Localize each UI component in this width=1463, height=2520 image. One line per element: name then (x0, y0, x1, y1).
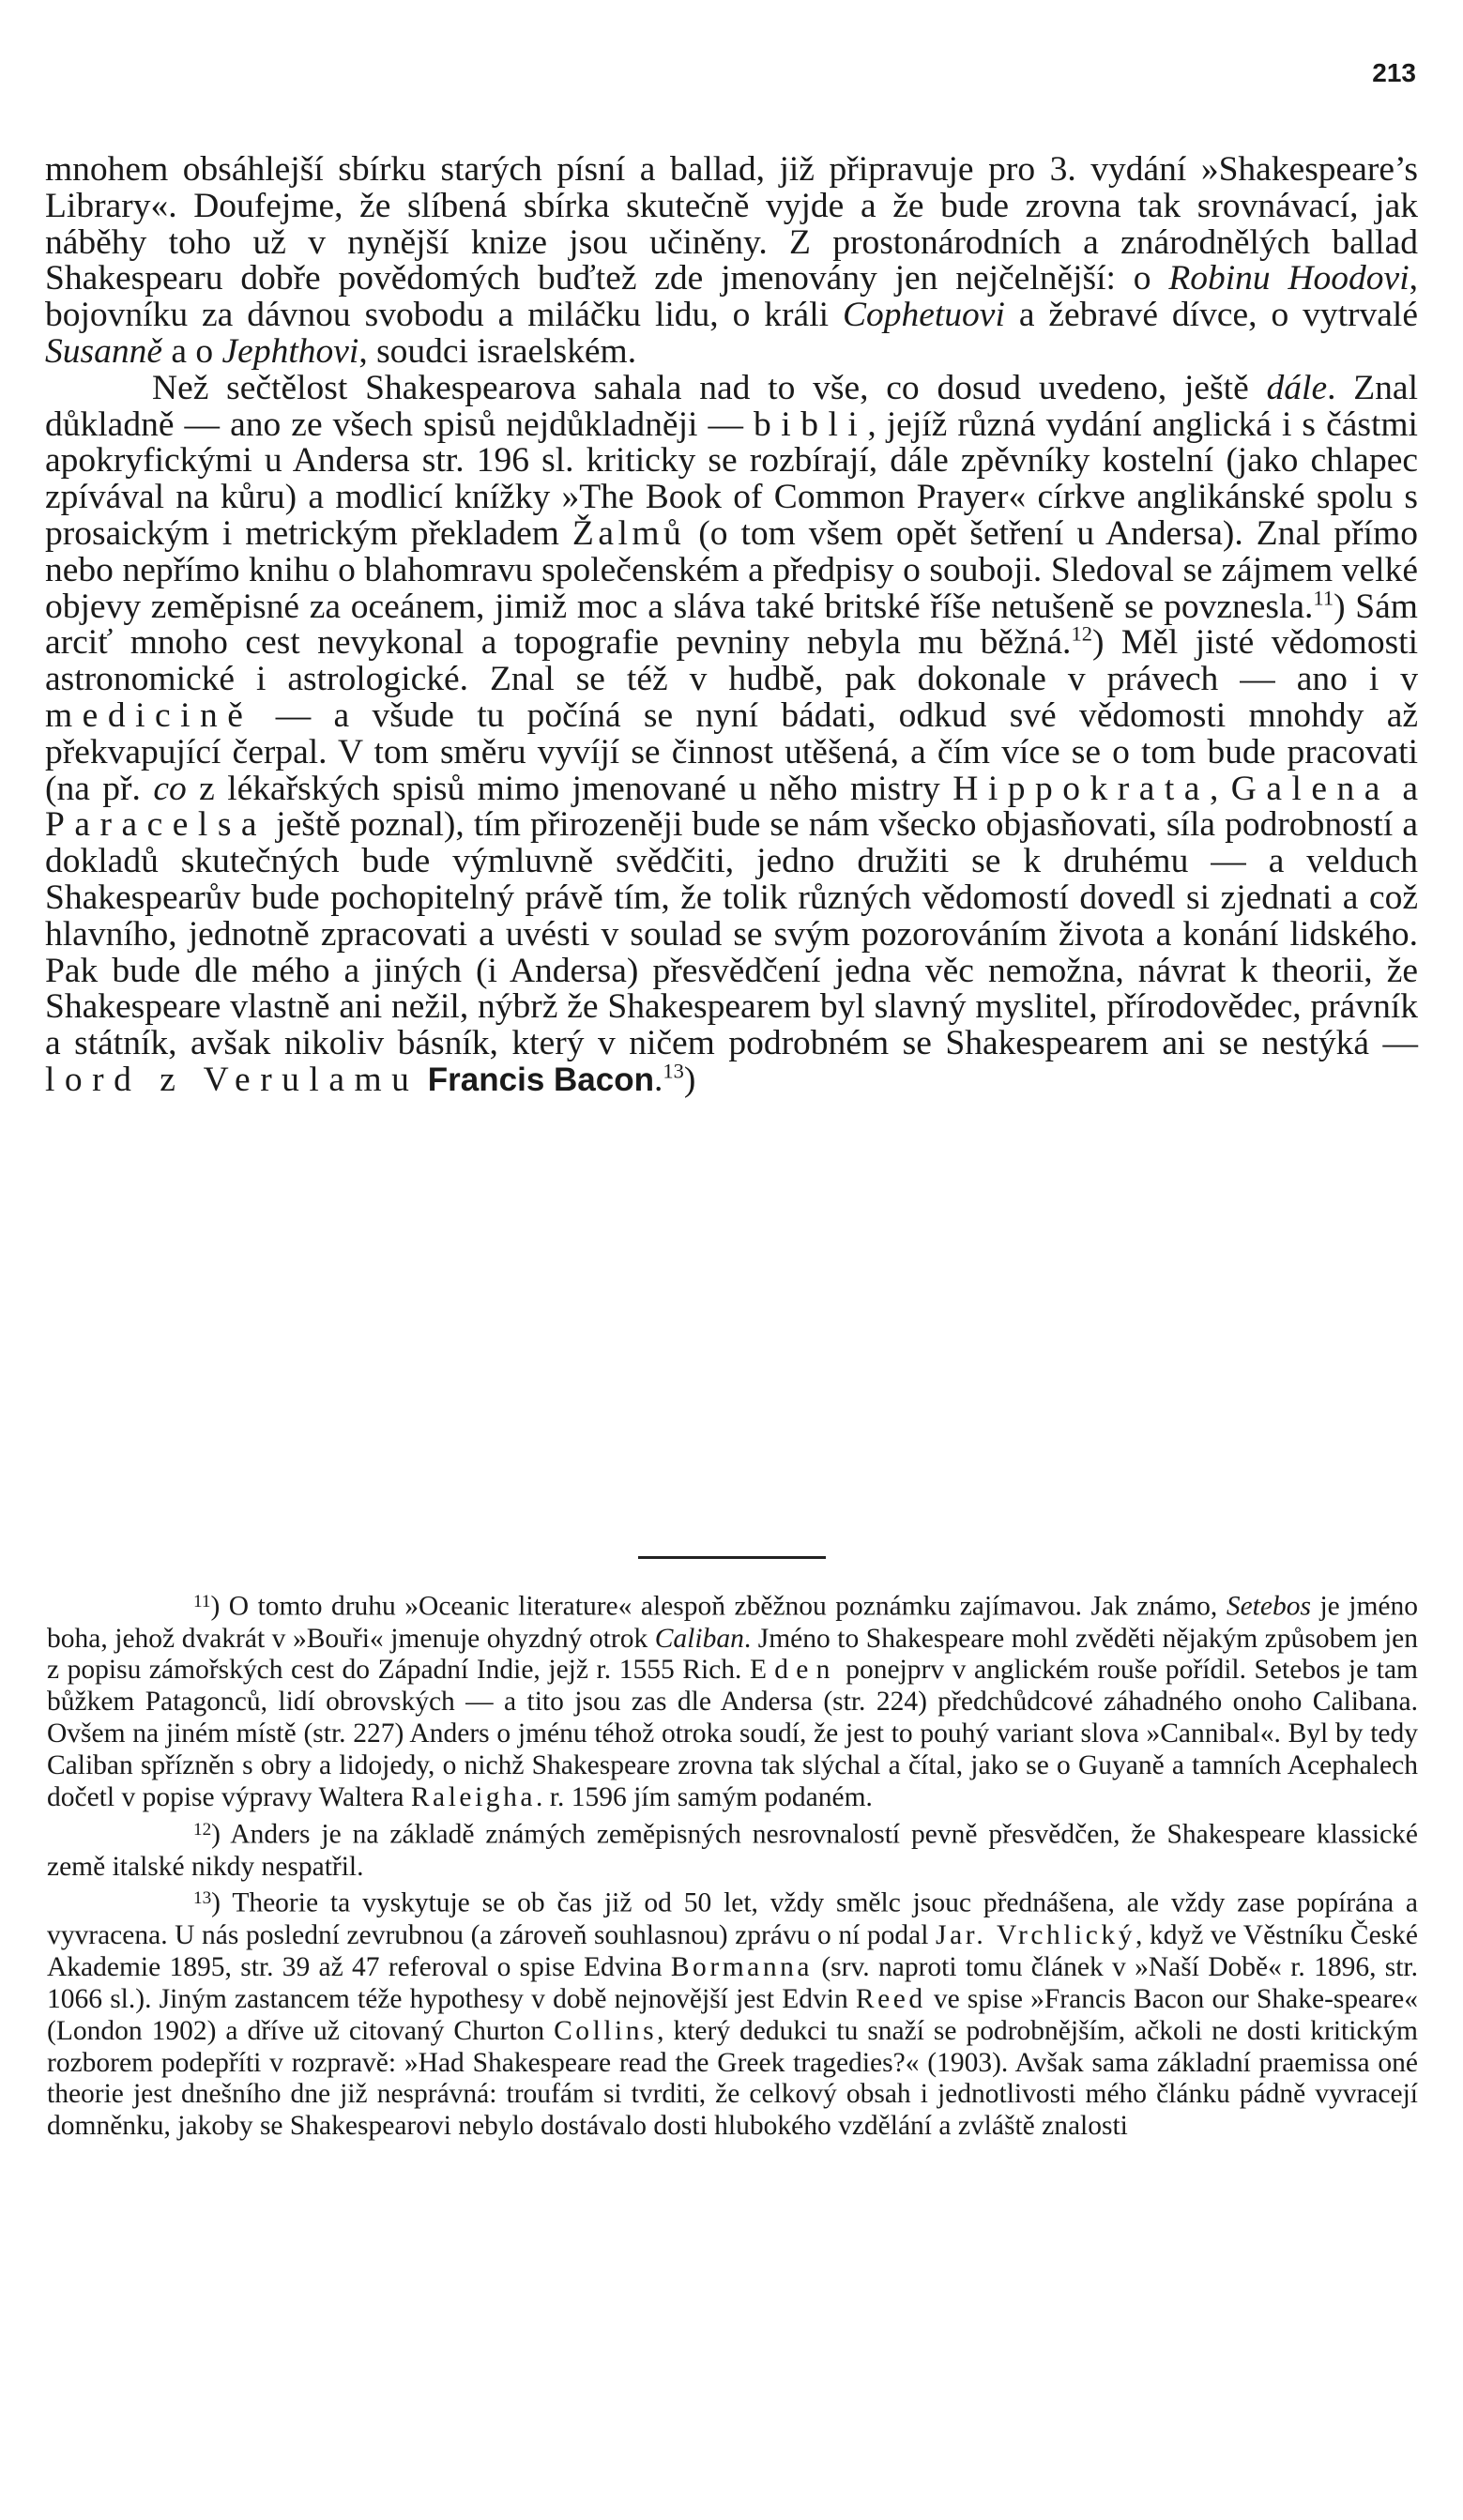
paragraph-1 (45, 152, 1418, 371)
italic-name: Jephthovi (221, 331, 359, 371)
spaced-word: Bormanna (670, 1951, 814, 1982)
text-span: ponejprv v anglickém rouše pořídil. Setebos je tam bůžkem Patagonců, lidí obrovských — a tito jsou zas dle Andersa (str. 224) předchůdcové záhadného onoho Calibana. Ovšem na jiném místě (str. 227) Anders o jménu téhož otroka soudí, že jest to pouhý variant slova »Cannibal«. Byl by tedy Caliban spřízněn s obry a lidojedy, o nichž Shakespeare zrovna tak slýchal a čítal, jako se o Guyaně a tamních Acephalech dočetl v popise výpravy Waltera (47, 1655, 1419, 1813)
text-span: , bojovníku za dávnou svobodu a miláčku lidu, o králi (45, 259, 1418, 335)
text-span: ) Měl jisté vědomosti astronomické i astrologické. Znal se též v hudbě, pak dokonale v právech — ano i v (45, 623, 1418, 699)
text-span: je jméno boha, jehož dvakrát v »Bouři« jmenuje ohyzdný otrok (47, 1591, 1419, 1654)
italic-name: Robinu Hoodovi (1168, 259, 1410, 298)
footnote-mark: 11 (193, 1592, 211, 1611)
text-span: mnohem obsáhlejší sbírku starých písní a ballad, již připravuje pro 3. vydání »Shakespeare’s Library«. Doufejme, že slíbená sbírka skutečně vyjde a že bude zrovna tak srovnávací, jak náběhy toho už v nynější knize jsou učiněny. Z prostonárodních a znárodnělých ballad Shakespearu dobře povědomých buďtež zde jmenovány jen nejčelnější: o (45, 150, 1418, 298)
footnote-13 (47, 1883, 1418, 2143)
spaced-word: Paracelsa (45, 805, 267, 845)
text-span: a žebravé dívce, o vytrvalé (1004, 296, 1418, 335)
text-span: , který dedukci tu snaží se podrobnějším, ačkoli ne dosti kritickým rozborem podepříti v rozpravě: »Had Shakespeare read the Greek tragedies?« (1903). Avšak sama základní praemissa oné theorie jest dnešního dne již nesprávná: troufám si tvrditi, že celkový obsah i jednotlivosti mého článku pádně vyvracejí domněnku, jakoby se Shakespearovi nebylo dostávalo dosti hlubokého vzdělání a zvláště znalosti (47, 2015, 1418, 2142)
main-text (45, 152, 1418, 1099)
spaced-word: Reed (855, 1983, 926, 2014)
text-span: ) Sám arciť mnoho cest nevykonal a topografie pevniny nebyla mu běžná. (45, 587, 1418, 663)
spaced-word: lord z Verulamu (45, 1060, 419, 1099)
italic-name: Cophetuovi (842, 296, 1005, 335)
text-span: . r. 1596 jím samým podaném. (536, 1782, 873, 1813)
italic-word: dále (1266, 368, 1328, 407)
spaced-word: Eden (749, 1655, 838, 1686)
italic-name: Caliban (654, 1623, 744, 1654)
text-span: a o (162, 331, 222, 371)
spaced-word: Galena (1230, 769, 1390, 808)
text-span: ) Anders je na základě známých zeměpisných nesrovnalostí pevně přesvědčen, že Shakespeare klassické země italské nikdy nespatřil. (47, 1819, 1418, 1882)
text-span: , soudci israelském. (358, 331, 637, 371)
footnote-divider (638, 1556, 826, 1559)
text-span: , když ve Věstníku České Akademie 1895, str. 39 až 47 referoval o spise Edvina (47, 1919, 1418, 1982)
text-span: . Jméno to Shakespeare mohl zvěděti nějakým způsobem jen z popisu zámořských cest do Západní Indie, jejž r. 1555 Rich. (47, 1623, 1418, 1686)
paragraph-2 (45, 368, 1418, 1099)
footnote-mark: 13 (193, 1888, 212, 1909)
footnote-11 (47, 1586, 1418, 1814)
italic-name: Setebos (1226, 1591, 1311, 1622)
text-span: ještě poznal), tím přirozeněji bude se nám všecko objasňovati, síla podrobností a dokladů skutečných bude výmluvně svědčiti, jedno družiti se k druhému — a velduch Shakespearův bude pochopitelný právě tím, že tolik různých vědomostí dovedl si zjednati a což hlavního, jednotně zpracovati a uvésti v soulad se svým pozorováním života a konání lidského. Pak bude dle mého a jiných (i Andersa) přesvědčení jedna věc nemožna, návrat k theorii, že Shakespeare vlastně ani nežil, nýbrž že Shakespearem byl slavný myslitel, přírodovědec, právník a státník, avšak nikoliv básník, který v ničem podrobném se Shakespearem ani se nestýká — (45, 805, 1418, 1063)
spaced-word: Collins (554, 2015, 658, 2046)
footnote-mark: 12 (193, 1819, 212, 1840)
page-number: 213 (1372, 58, 1416, 87)
text-span: ) O tomto druhu »Oceanic literature« alespoň zběžnou poznámku zajímavou. Jak známo, (210, 1591, 1227, 1622)
text-span: . (654, 1060, 663, 1099)
spaced-word: Raleigha (410, 1782, 537, 1813)
text-span: (o tom všem opět šetření u Andersa). Znal přímo nebo nepřímo knihu o blahomravu společenském a předpisy o souboji. Sledoval se zájmem velké objevy zeměpisné za oceánem, jimiž moc a sláva také britské říše netušeně se povznesla. (45, 513, 1418, 626)
spaced-word: Jar. Vrchlický (936, 1919, 1135, 1950)
spaced-word: medicině (45, 695, 253, 735)
footnote-ref: 12 (1071, 621, 1092, 646)
text-span: ve spise »Francis Bacon our Shake-speare« (London 1902) a dříve už citovaný Churton (47, 1983, 1418, 2046)
text-span (419, 1061, 427, 1099)
text-span: z lékařských spisů mimo jmenované u něho mistry (186, 769, 953, 808)
text-span: a (1389, 769, 1418, 808)
text-span: ) Theorie ta vyskytuje se ob čas již od 50 let, vždy smělc jsouc přednášena, ale vždy zase popírána a vyvracena. U nás poslední zevrubnou (a zároveň souhlasnou) zprávu o ní podal (47, 1888, 1418, 1950)
italic-word: co (153, 769, 187, 808)
spaced-word: Hippokrata (952, 769, 1210, 808)
footnote-ref: 11 (1313, 586, 1334, 610)
text-span: , jejíž různá vydání anglická i s částmi apokryfickými u Andersa str. 196 sl. kriticky se rozbírají, dále zpěvníky kostelní (jako chlapec zpívával na kůru) a modlicí knížky »The Book of Common Prayer« církve anglikánské spolu s prosaickým i metrickým překladem (45, 405, 1418, 553)
spaced-word: bibli (754, 405, 868, 444)
footnote-12 (47, 1814, 1418, 1883)
text-span: . Znal důkladně — ano ze všech spisů nejdůkladněji — (45, 368, 1418, 444)
text-span: (srv. naproti tomu článek v »Naší Době« r. 1896, str. 1066 sl.). Jiným zastancem téže hypothesy v době nejnovější jest Edvin (47, 1951, 1418, 2014)
footnote-ref: 13 (663, 1059, 684, 1083)
italic-name: Susanně (45, 331, 162, 371)
text-span: , (1209, 769, 1231, 808)
spaced-word: Žalmů (571, 513, 686, 553)
footnotes (47, 1586, 1418, 2143)
bold-name: Francis Bacon (427, 1061, 654, 1098)
text-span: Než sečtělost Shakespearova sahala nad to vše, co dosud uvedeno, ještě (152, 368, 1267, 407)
text-span: ) (683, 1060, 696, 1099)
text-span: — a všude tu počíná se nyní bádati, odkud své vědomosti mnohdy až překvapující čerpal. V tom směru vyvíjí se činnost utěšená, a čím více se o tom bude pracovati (na př. (45, 695, 1418, 808)
